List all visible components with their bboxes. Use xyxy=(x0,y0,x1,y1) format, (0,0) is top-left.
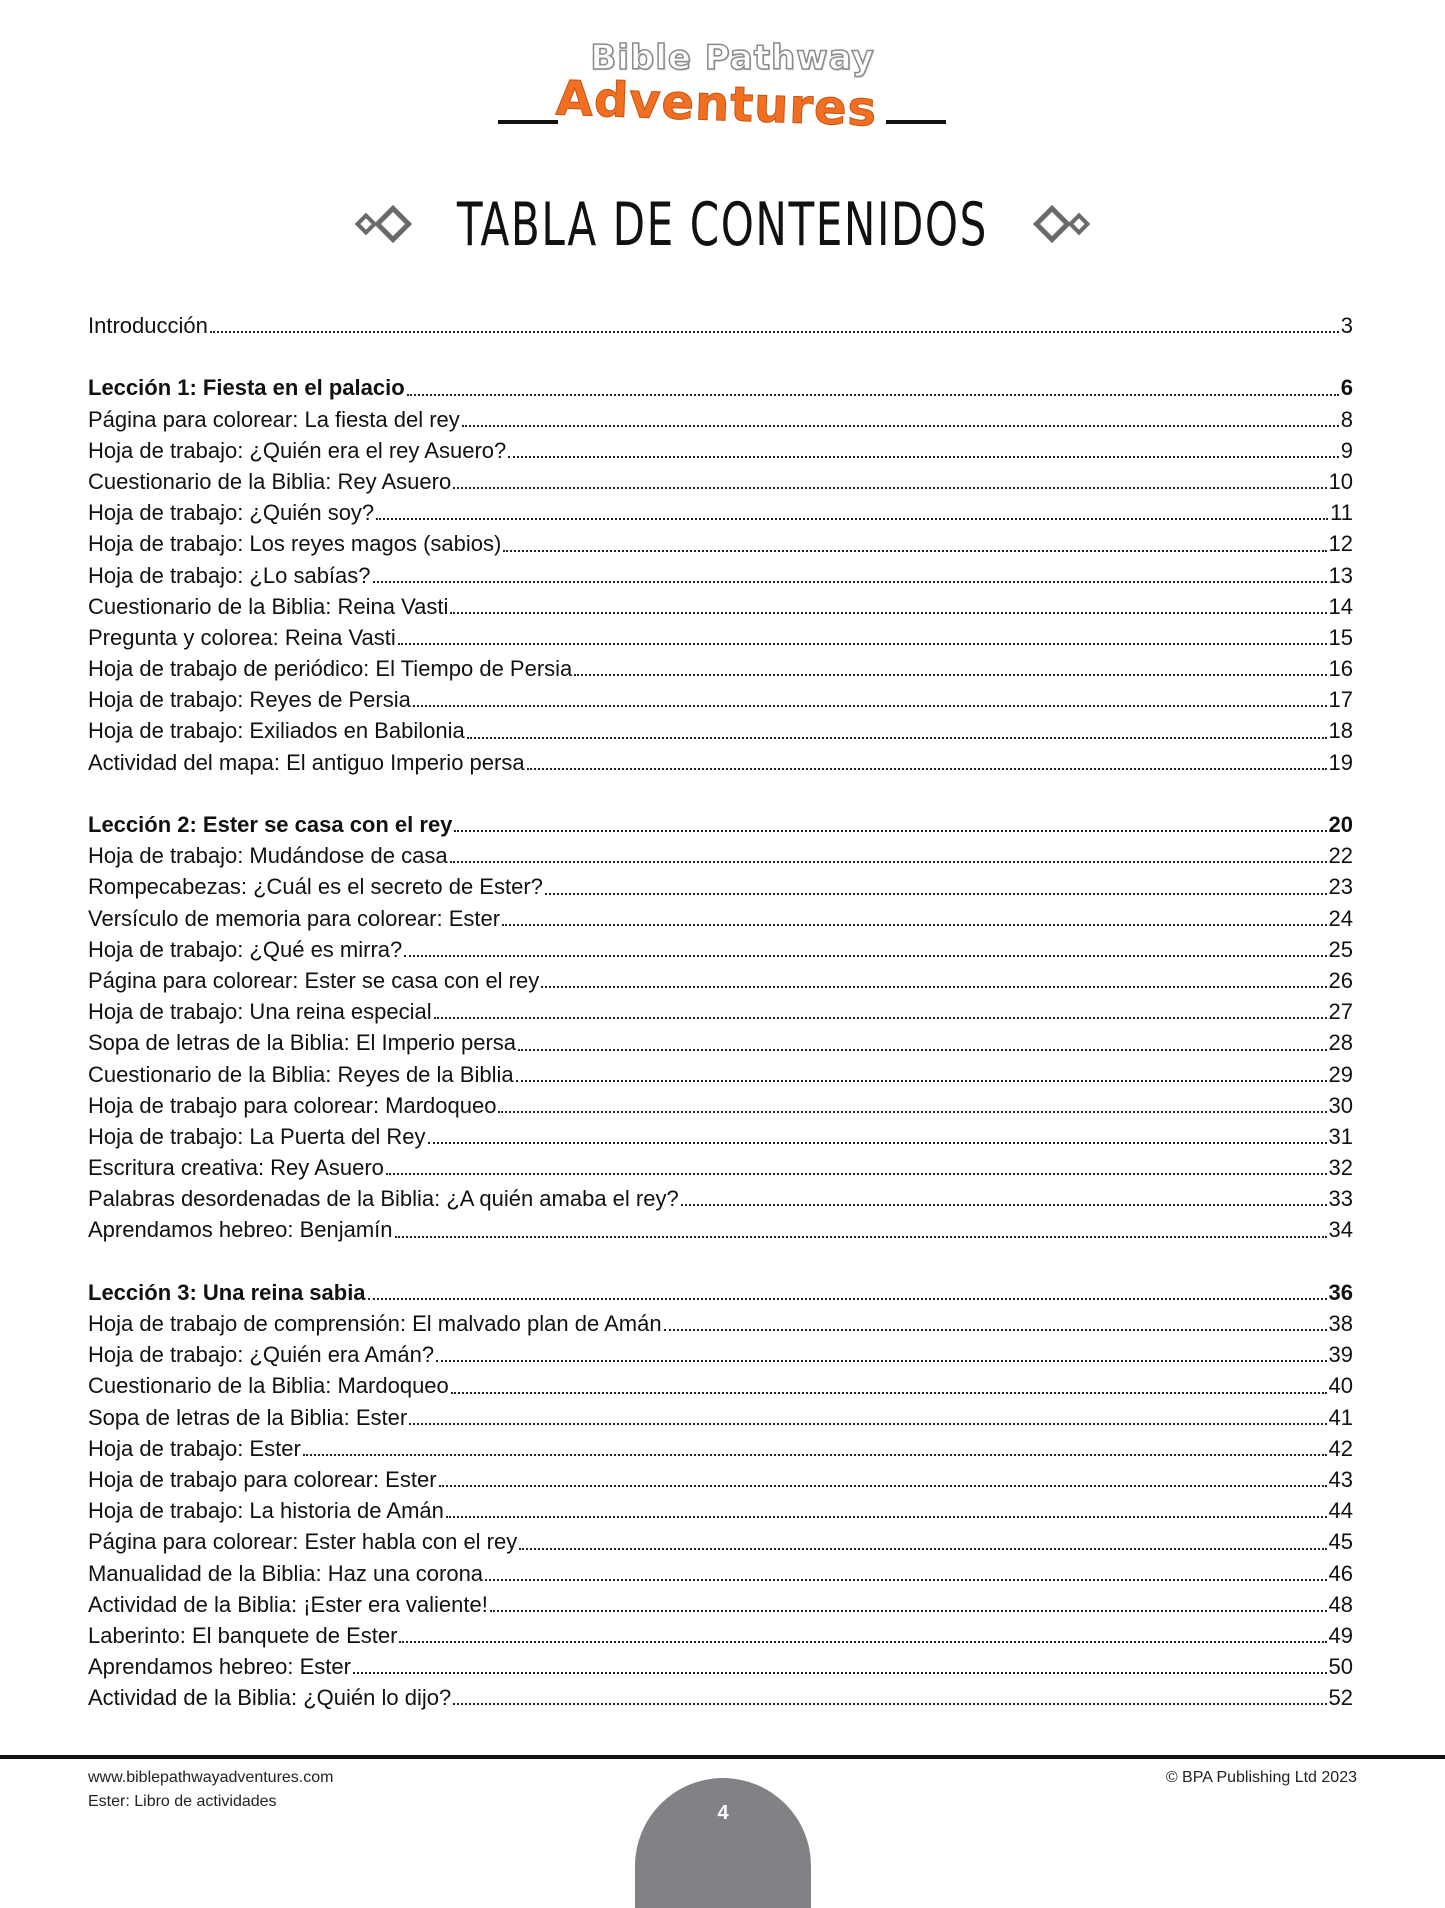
page-title: TABLA DE CONTENIDOS xyxy=(456,190,989,260)
toc-entry[interactable] xyxy=(88,622,1353,653)
toc-entry-page: 43 xyxy=(1328,1466,1353,1492)
toc-entry-page: 10 xyxy=(1328,468,1353,494)
toc-entry[interactable] xyxy=(88,1339,1353,1370)
toc-entry-page: 49 xyxy=(1328,1622,1353,1648)
toc-entry-label: Hoja de trabajo: ¿Quién era Amán? xyxy=(88,1342,435,1368)
dot-leader xyxy=(368,1298,1327,1300)
toc-entry[interactable] xyxy=(88,747,1353,778)
toc-entry[interactable] xyxy=(88,840,1353,871)
dot-leader xyxy=(446,1516,1327,1518)
toc-entry-label: Cuestionario de la Biblia: Reina Vasti xyxy=(88,593,449,619)
dot-leader xyxy=(428,1142,1327,1144)
toc-entry[interactable] xyxy=(88,1526,1353,1557)
toc-entry-label: Cuestionario de la Biblia: Rey Asuero xyxy=(88,468,452,494)
dot-leader xyxy=(467,737,1327,739)
toc-entry[interactable] xyxy=(88,1433,1353,1464)
toc-entry[interactable] xyxy=(88,1308,1353,1339)
toc-entry-label: Introducción xyxy=(88,313,208,338)
dot-leader xyxy=(409,1423,1326,1425)
toc-entry-label: Aprendamos hebreo: Ester xyxy=(88,1654,351,1680)
toc-entry[interactable] xyxy=(88,1152,1353,1183)
toc-entry[interactable] xyxy=(88,591,1353,622)
toc-entry-label: Hoja de trabajo de periódico: El Tiempo de Persia xyxy=(88,656,573,682)
footer-divider xyxy=(0,1755,1445,1759)
dot-leader xyxy=(518,1049,1327,1051)
toc-entry[interactable] xyxy=(88,1589,1353,1620)
dot-leader xyxy=(210,331,1339,333)
toc-entry-page: 13 xyxy=(1328,562,1353,588)
dot-leader xyxy=(502,924,1326,926)
dot-leader xyxy=(450,861,1327,863)
toc-entry[interactable] xyxy=(88,1121,1353,1152)
toc-entry-label: Hoja de trabajo: Reyes de Persia xyxy=(88,687,411,713)
dot-leader xyxy=(490,1610,1327,1612)
toc-entry-page: 26 xyxy=(1328,967,1353,993)
toc-entry-page: 6 xyxy=(1340,375,1353,401)
dot-leader xyxy=(376,518,1328,520)
toc-entry-page: 34 xyxy=(1328,1217,1353,1243)
toc-entry-page: 25 xyxy=(1328,936,1353,962)
toc-entry-page: 11 xyxy=(1330,500,1353,526)
page-number-badge xyxy=(635,1778,811,1908)
toc-lesson-heading[interactable] xyxy=(88,1277,1353,1308)
toc-entry-label: Sopa de letras de la Biblia: Ester xyxy=(88,1404,408,1430)
dot-leader xyxy=(498,1111,1326,1113)
toc-entry[interactable] xyxy=(88,1214,1353,1245)
toc-entry-page: 45 xyxy=(1328,1529,1353,1555)
toc-entry-page: 44 xyxy=(1328,1498,1353,1524)
toc-entry-label: Aprendamos hebreo: Benjamín xyxy=(88,1217,393,1243)
toc-entry-page: 23 xyxy=(1328,874,1353,900)
footer-left xyxy=(88,1766,333,1814)
toc-lesson-heading[interactable] xyxy=(88,809,1353,840)
toc-entry-label: Rompecabezas: ¿Cuál es el secreto de Ester? xyxy=(88,874,543,900)
toc-entry-label: Hoja de trabajo: Ester xyxy=(88,1435,301,1461)
dot-leader xyxy=(681,1204,1327,1206)
footer-book-title: Ester: Libro de actividades xyxy=(88,1793,277,1810)
toc-entry-label: Hoja de trabajo: ¿Qué es mirra? xyxy=(88,936,403,962)
toc-entry-label: Hoja de trabajo: La historia de Amán xyxy=(88,1498,444,1524)
toc-entry-label: Hoja de trabajo para colorear: Ester xyxy=(88,1466,437,1492)
toc-entry-page: 22 xyxy=(1328,843,1353,869)
toc-entry-label: Hoja de trabajo para colorear: Mardoqueo xyxy=(88,1092,497,1118)
toc-lesson-heading[interactable] xyxy=(88,372,1353,403)
footer-website-link[interactable]: www.biblepathwayadventures.com xyxy=(88,1769,334,1786)
toc-entry-page: 41 xyxy=(1328,1404,1353,1430)
toc-entry[interactable] xyxy=(88,965,1353,996)
logo-line-2: Adventures xyxy=(554,70,879,138)
toc-entry-page: 48 xyxy=(1328,1591,1353,1617)
toc-entry[interactable] xyxy=(88,1059,1353,1090)
toc-entry-label: Actividad de la Biblia: ¡Ester era valiente! xyxy=(88,1591,488,1617)
toc-entry-page: 24 xyxy=(1328,905,1353,931)
dot-leader xyxy=(541,986,1326,988)
toc-entry-page: 40 xyxy=(1328,1373,1353,1399)
toc-entry-page: 18 xyxy=(1328,718,1353,744)
toc-entry-page: 50 xyxy=(1328,1654,1353,1680)
dot-leader xyxy=(453,1703,1326,1705)
dot-leader xyxy=(450,612,1326,614)
toc-entry-page: 36 xyxy=(1328,1279,1353,1305)
toc-entry-page: 27 xyxy=(1328,999,1353,1025)
logo-line-1: Bible Pathway xyxy=(590,38,875,78)
toc-entry-label: Hoja de trabajo: ¿Quién era el rey Asuero? xyxy=(88,437,507,463)
dot-leader xyxy=(439,1485,1327,1487)
dot-leader xyxy=(485,1579,1326,1581)
toc-entry-label: Cuestionario de la Biblia: Mardoqueo xyxy=(88,1373,449,1399)
toc-entry-page: 12 xyxy=(1328,531,1353,557)
toc-entry[interactable] xyxy=(88,1651,1353,1682)
toc-entry-label: Actividad del mapa: El antiguo Imperio persa xyxy=(88,749,525,775)
dot-leader xyxy=(353,1672,1327,1674)
toc-entry[interactable] xyxy=(88,1402,1353,1433)
toc-entry[interactable] xyxy=(88,1620,1353,1651)
toc-entry-page: 19 xyxy=(1328,749,1353,775)
toc-entry-label: Hoja de trabajo de comprensión: El malvado plan de Amán xyxy=(88,1311,662,1336)
dot-leader xyxy=(434,1017,1327,1019)
toc-entry-label: Escritura creativa: Rey Asuero xyxy=(88,1155,384,1181)
dot-leader xyxy=(413,705,1327,707)
toc-entry[interactable] xyxy=(88,1558,1353,1589)
toc-entry-label: Pregunta y colorea: Reina Vasti xyxy=(88,624,396,650)
toc-entry-label: Cuestionario de la Biblia: Reyes de la Biblia xyxy=(88,1061,514,1087)
dot-leader xyxy=(462,425,1339,427)
dot-leader xyxy=(373,581,1327,583)
toc-entry-page: 29 xyxy=(1328,1061,1353,1087)
toc-entry-page: 8 xyxy=(1340,406,1353,432)
dot-leader xyxy=(404,955,1326,957)
toc-entry-label: Página para colorear: La fiesta del rey xyxy=(88,406,460,432)
toc-entry-label: Hoja de trabajo: Una reina especial xyxy=(88,999,432,1025)
toc-entry-page: 30 xyxy=(1328,1092,1353,1118)
dot-leader xyxy=(398,643,1327,645)
toc-entry-label: Actividad de la Biblia: ¿Quién lo dijo? xyxy=(88,1685,452,1711)
toc-entry-label: Sopa de letras de la Biblia: El Imperio persa xyxy=(88,1030,517,1056)
page-number: 4 xyxy=(717,1802,729,1824)
toc-entry-page: 3 xyxy=(1340,313,1353,338)
toc-entry-label: Lección 3: Una reina sabia xyxy=(88,1279,366,1305)
toc-entry-label: Lección 2: Ester se casa con el rey xyxy=(88,812,453,837)
double-diamond-icon xyxy=(352,205,422,245)
toc-entry-label: Laberinto: El banquete de Ester xyxy=(88,1622,398,1648)
brand-logo xyxy=(0,30,1445,140)
dot-leader xyxy=(508,456,1339,458)
toc-entry-label: Hoja de trabajo: ¿Lo sabías? xyxy=(88,562,371,588)
toc-entry[interactable] xyxy=(88,435,1353,466)
toc-entry-label: Hoja de trabajo: La Puerta del Rey xyxy=(88,1123,426,1149)
dot-leader xyxy=(386,1173,1327,1175)
toc-entry-label: Lección 1: Fiesta en el palacio xyxy=(88,375,405,401)
toc-entry-page: 33 xyxy=(1328,1186,1353,1212)
toc-entry-label: Palabras desordenadas de la Biblia: ¿A quién amaba el rey? xyxy=(88,1186,679,1212)
dot-leader xyxy=(399,1641,1326,1643)
toc-entry[interactable] xyxy=(88,528,1353,559)
double-diamond-icon xyxy=(1023,205,1093,245)
section-spacer xyxy=(88,1246,1353,1277)
toc-entry[interactable] xyxy=(88,497,1353,528)
dot-leader xyxy=(395,1236,1327,1238)
toc-entry[interactable] xyxy=(88,560,1353,591)
dot-leader xyxy=(516,1080,1327,1082)
toc-entry[interactable] xyxy=(88,1027,1353,1058)
toc-entry[interactable] xyxy=(88,871,1353,902)
toc-entry[interactable] xyxy=(88,1495,1353,1526)
dot-leader xyxy=(451,1392,1327,1394)
toc-entry-page: 52 xyxy=(1328,1685,1353,1711)
toc-entry[interactable] xyxy=(88,1464,1353,1495)
toc-entry-page: 31 xyxy=(1328,1123,1353,1149)
dot-leader xyxy=(454,830,1326,832)
toc-entry-page: 20 xyxy=(1328,812,1353,837)
dot-leader xyxy=(545,893,1327,895)
toc-entry-page: 14 xyxy=(1328,593,1353,619)
toc-entry-label: Versículo de memoria para colorear: Ester xyxy=(88,905,501,931)
toc-entry-label: Hoja de trabajo: Mudándose de casa xyxy=(88,843,448,869)
toc-entry[interactable] xyxy=(88,466,1353,497)
dot-leader xyxy=(303,1454,1327,1456)
dot-leader xyxy=(574,674,1326,676)
toc-entry-page: 16 xyxy=(1328,656,1353,682)
toc-entry[interactable] xyxy=(88,653,1353,684)
footer-copyright: © BPA Publishing Ltd 2023 xyxy=(1165,1769,1357,1786)
toc-entry[interactable] xyxy=(88,1370,1353,1401)
title-row xyxy=(0,190,1445,260)
toc-entry[interactable] xyxy=(88,1090,1353,1121)
toc-entry[interactable] xyxy=(88,715,1353,746)
toc-entry-page: 9 xyxy=(1340,437,1353,463)
toc-entry[interactable] xyxy=(88,903,1353,934)
toc-entry-label: Hoja de trabajo: ¿Quién soy? xyxy=(88,500,375,526)
dot-leader xyxy=(453,487,1326,489)
toc-entry-page: 32 xyxy=(1328,1155,1353,1181)
toc-entry[interactable] xyxy=(88,996,1353,1027)
section-spacer xyxy=(88,341,1353,372)
toc-entry-page: 17 xyxy=(1328,687,1353,713)
toc-entry-label: Hoja de trabajo: Exiliados en Babilonia xyxy=(88,718,465,744)
dot-leader xyxy=(527,768,1327,770)
dot-leader xyxy=(503,550,1326,552)
toc-entry[interactable] xyxy=(88,1682,1353,1713)
toc-entry-page: 28 xyxy=(1328,1030,1353,1056)
dot-leader xyxy=(519,1548,1326,1550)
dot-leader xyxy=(407,394,1339,396)
toc-entry[interactable] xyxy=(88,1183,1353,1214)
section-spacer xyxy=(88,778,1353,809)
dot-leader xyxy=(436,1360,1326,1362)
toc-entry-page: 15 xyxy=(1328,624,1353,650)
toc-entry-page: 46 xyxy=(1328,1560,1353,1586)
table-of-contents xyxy=(88,310,1353,1713)
dot-leader xyxy=(664,1329,1327,1331)
toc-entry-page: 38 xyxy=(1328,1311,1353,1336)
toc-entry-label: Página para colorear: Ester se casa con el rey xyxy=(88,967,540,993)
toc-entry-intro[interactable] xyxy=(88,310,1353,341)
toc-entry[interactable] xyxy=(88,404,1353,435)
toc-entry[interactable] xyxy=(88,934,1353,965)
toc-entry-label: Manualidad de la Biblia: Haz una corona xyxy=(88,1560,484,1586)
toc-entry[interactable] xyxy=(88,684,1353,715)
toc-entry-page: 39 xyxy=(1328,1342,1353,1368)
toc-entry-label: Hoja de trabajo: Los reyes magos (sabios) xyxy=(88,531,502,557)
toc-entry-label: Página para colorear: Ester habla con el rey xyxy=(88,1529,518,1555)
toc-entry-page: 42 xyxy=(1328,1435,1353,1461)
